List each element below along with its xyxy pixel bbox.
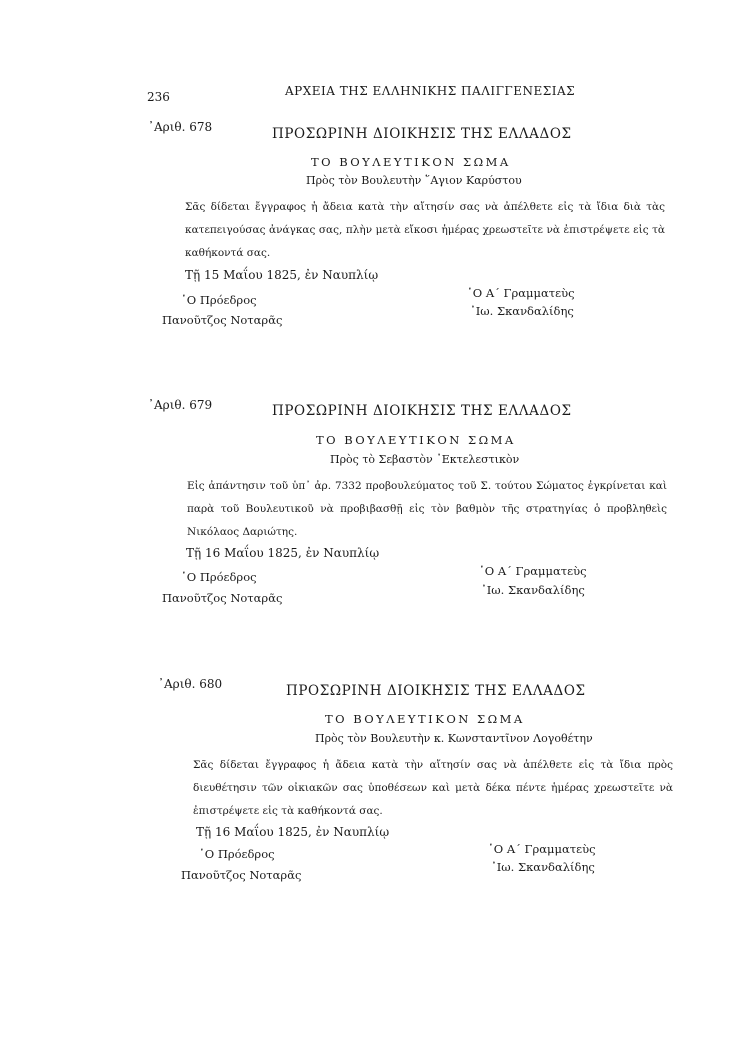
entry-date: Τῇ 15 Μαΐου 1825, ἐν Ναυπλίῳ xyxy=(185,268,379,282)
entry-government: ΠΡΟΣΩΡΙΝΗ ΔΙΟΙΚΗΣΙΣ ΤΗΣ ΕΛΛΑΔΟΣ xyxy=(272,403,572,419)
president-name: Πανοῦτζος Νοταρᾶς xyxy=(162,313,283,327)
entry-text: Σᾶς δίδεται ἔγγραφος ἡ ἄδεια κατὰ τὴν αἴτησίν σας νὰ ἀπέλθετε εἰς τὰ ἴδια πρὸς διευθέτησιν τῶν οἰκιακῶν σας ὑποθέσεων καὶ μετὰ δέκα πέντε ἡμέρας χρεωστεῖτε νὰ ἐπιστρέψετε εἰς τὰ καθήκοντά σας. xyxy=(193,759,673,817)
entry-recipient: Πρὸς τὸν Βουλευτὴν ῞Αγιον Καρύστου xyxy=(306,174,522,187)
entry-body: ΤΟ ΒΟΥΛΕΥΤΙΚΟΝ ΣΩΜΑ xyxy=(316,433,516,447)
entry-text: Εἰς ἀπάντησιν τοῦ ὑπ᾿ ἀρ. 7332 προβουλεύματος τοῦ Σ. τούτου Σώματος ἐγκρίνεται καὶ παρὰ τοῦ Βουλευτικοῦ νὰ προβιβασθῇ εἰς τὸν βαθμὸν τῆς στρατηγίας ὁ προβληθεὶς Νικόλαος Δαριώτης. xyxy=(187,480,667,538)
secretary-title: ῾Ο Α΄ Γραμματεὺς xyxy=(479,564,587,578)
entry-recipient: Πρὸς τὸν Βουλευτὴν κ. Κωνσταντῖνον Λογοθέτην xyxy=(315,732,593,745)
entry-government: ΠΡΟΣΩΡΙΝΗ ΔΙΟΙΚΗΣΙΣ ΤΗΣ ΕΛΛΑΔΟΣ xyxy=(286,683,586,699)
entry-text: Σᾶς δίδεται ἔγγραφος ἡ ἄδεια κατὰ τὴν αἴτησίν σας νὰ ἀπέλθετε εἰς τὰ ἴδια διὰ τὰς κατεπειγούσας ἀνάγκας σας, πλὴν μετὰ εἴκοσι ἡμέρας χρεωστεῖτε νὰ ἐπιστρέψετε εἰς τὰ καθήκοντά σας. xyxy=(185,201,665,259)
secretary-name: ᾿Ιω. Σκανδαλίδης xyxy=(491,860,595,874)
president-title: ῾Ο Πρόεδρος xyxy=(181,570,257,584)
president-title: ῾Ο Πρόεδρος xyxy=(181,293,257,307)
entry-number: ᾿Αριθ. 678 xyxy=(148,120,213,134)
secretary-title: ῾Ο Α΄ Γραμματεὺς xyxy=(488,842,596,856)
secretary-title: ῾Ο Α΄ Γραμματεὺς xyxy=(467,286,575,300)
entry-body: ΤΟ ΒΟΥΛΕΥΤΙΚΟΝ ΣΩΜΑ xyxy=(325,712,525,726)
entry-number: ᾿Αριθ. 679 xyxy=(148,398,213,412)
entry-body: ΤΟ ΒΟΥΛΕΥΤΙΚΟΝ ΣΩΜΑ xyxy=(311,155,511,169)
president-name: Πανοῦτζος Νοταρᾶς xyxy=(181,868,302,882)
entry-date: Τῇ 16 Μαΐου 1825, ἐν Ναυπλίῳ xyxy=(196,825,390,839)
entry-date: Τῇ 16 Μαΐου 1825, ἐν Ναυπλίῳ xyxy=(186,546,380,560)
entry-number: ᾿Αριθ. 680 xyxy=(158,677,223,691)
entry-government: ΠΡΟΣΩΡΙΝΗ ΔΙΟΙΚΗΣΙΣ ΤΗΣ ΕΛΛΑΔΟΣ xyxy=(272,126,572,142)
president-name: Πανοῦτζος Νοταρᾶς xyxy=(162,591,283,605)
secretary-name: ᾿Ιω. Σκανδαλίδης xyxy=(481,583,585,597)
president-title: ῾Ο Πρόεδρος xyxy=(199,847,275,861)
entry-recipient: Πρὸς τὸ Σεβαστὸν ᾿Εκτελεστικὸν xyxy=(330,453,520,466)
page-number: 236 xyxy=(147,90,170,104)
running-head: ΑΡΧΕΙΑ ΤΗΣ ΕΛΛΗΝΙΚΗΣ ΠΑΛΙΓΓΕΝΕΣΙΑΣ xyxy=(285,84,576,98)
secretary-name: ᾿Ιω. Σκανδαλίδης xyxy=(470,304,574,318)
